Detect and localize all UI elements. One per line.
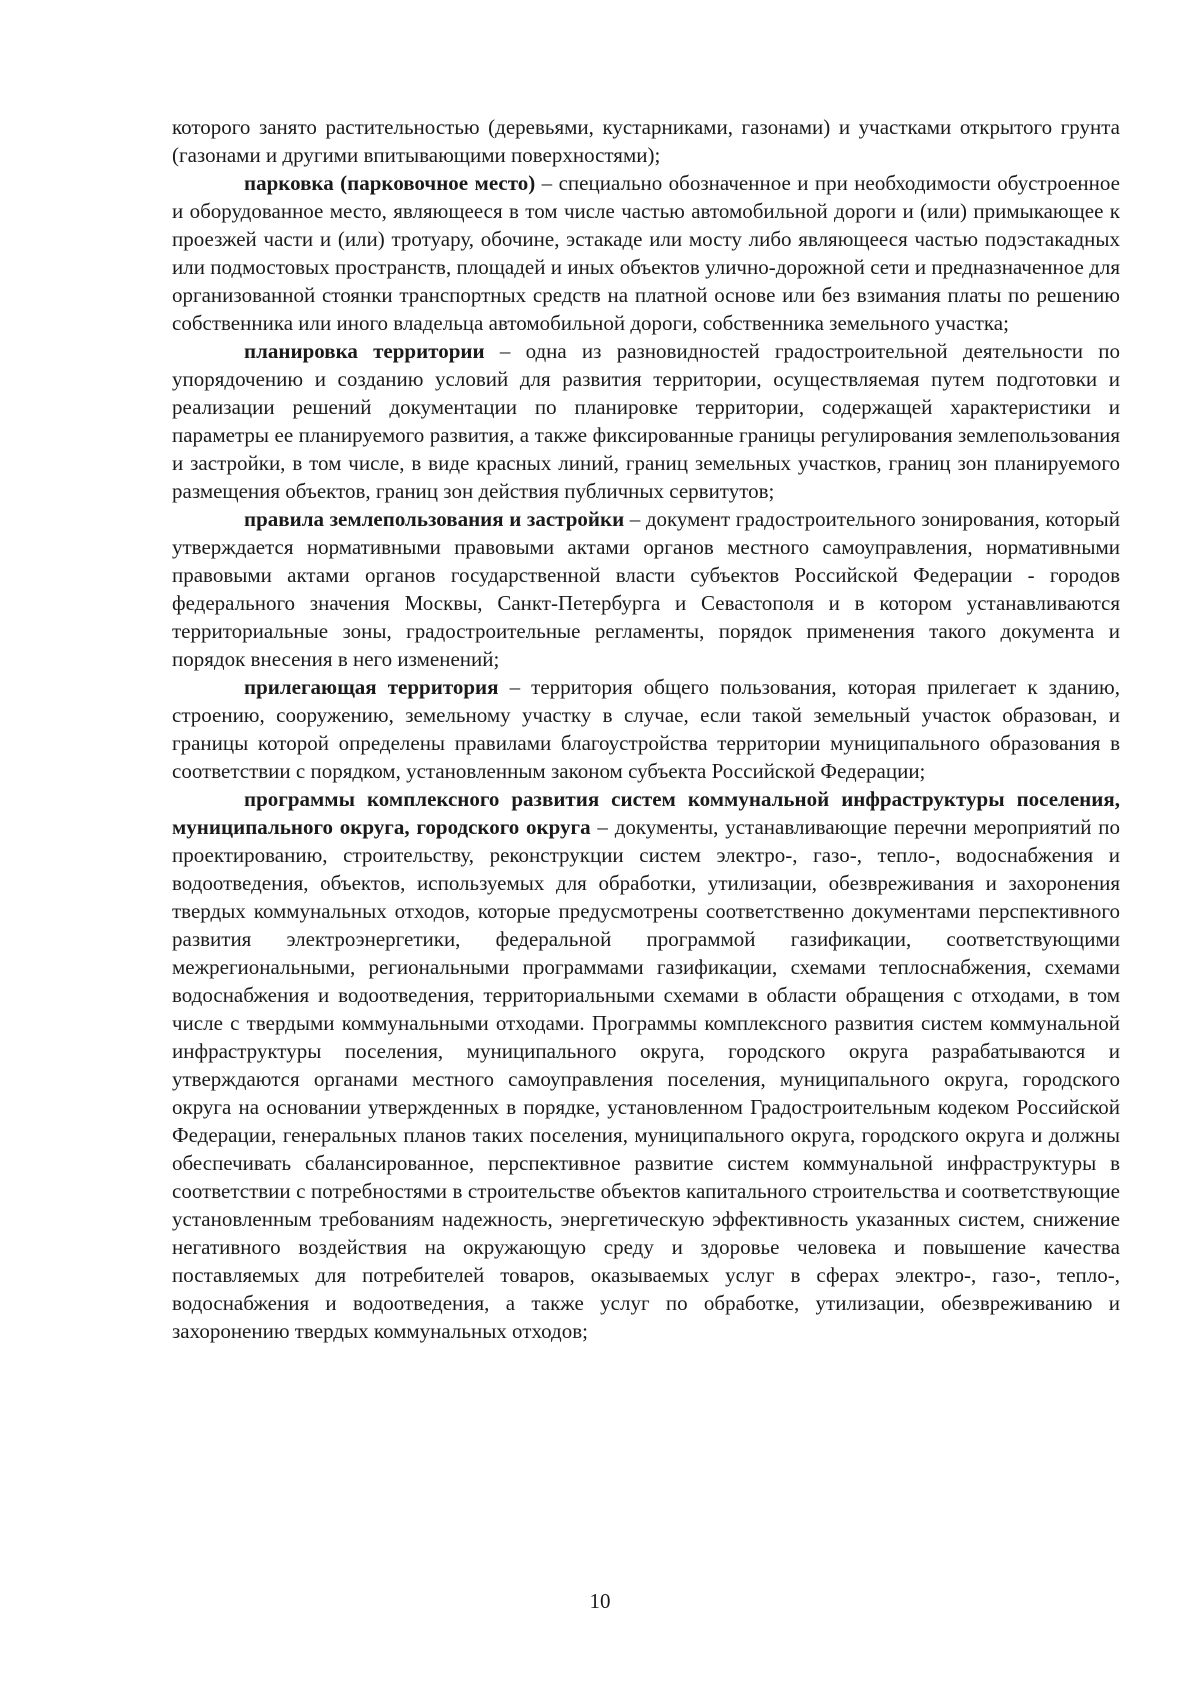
definition-land-use-rules — [172, 505, 1120, 673]
definition-territory-planning — [172, 337, 1120, 505]
term-land-use-rules: правила землепользования и застройки — [244, 507, 625, 531]
definition-land-use-rules-text: – документ градостроительного зонирования, который утверждается нормативными правовыми актами органов местного самоуправления, нормативными правовыми актами органов государственной власти субъектов Российской Федерации - городов федерального значения Москвы, Санкт-Петербурга и Севастополя и в котором устанавливаются территориальные зоны, градостроительные регламенты, порядок применения такого документа и порядок внесения в него изменений; — [172, 507, 1120, 671]
definition-territory-planning-text: – одна из разновидностей градостроительной деятельности по упорядочению и созданию условий для развития территории, осуществляемая путем подготовки и реализации решений документации по планировке территории, содержащей характеристики и параметры ее планируемого развития, а также фиксированные границы регулирования землепользования и застройки, в том числе, в виде красных линий, границ земельных участков, границ зон планируемого размещения объектов, границ зон действия публичных сервитутов; — [172, 339, 1120, 503]
definition-utility-programs — [172, 785, 1120, 1345]
page-number: 10 — [589, 1589, 611, 1613]
paragraph-continuation: которого занято растительностью (деревьями, кустарниками, газонами) и участками открытого грунта (газонами и другими впитывающими поверхностями); — [172, 115, 1120, 167]
definition-utility-programs-text: – документы, устанавливающие перечни мероприятий по проектированию, строительству, реконструкции систем электро-, газо-, тепло-, водоснабжения и водоотведения, объектов, используемых для обработки, утилизации, обезвреживания и захоронения твердых коммунальных отходов, которые предусмотрены соответственно документами перспективного развития электроэнергетики, федеральной программой газификации, соответствующими межрегиональными, региональными программами газификации, схемами теплоснабжения, схемами водоснабжения и водоотведения, территориальными схемами в области обращения с отходами, в том числе с твердыми коммунальными отходами. Программы комплексного развития систем коммунальной инфраструктуры поселения, муниципального округа, городского округа разрабатываются и утверждаются органами местного самоуправления поселения, муниципального округа, городского округа на основании утвержденных в порядке, установленном Градостроительным кодеком Российской Федерации, генеральных планов таких поселения, муниципального округа, городского округа и должны обеспечивать сбалансированное, перспективное развитие систем коммунальной инфраструктуры в соответствии с потребностями в строительстве объектов капитального строительства и соответствующие установленным требованиям надежность, энергетическую эффективность указанных систем, снижение негативного воздействия на окружающую среду и здоровье человека и повышение качества поставляемых для потребителей товаров, оказываемых услуг в сферах электро-, газо-, тепло-, водоснабжения и водоотведения, а также услуг по обработке, утилизации, обезвреживанию и захоронению твердых коммунальных отходов; — [172, 815, 1120, 1343]
definition-adjacent-territory — [172, 673, 1120, 785]
definition-parking — [172, 169, 1120, 337]
term-parking: парковка (парковочное место) — [244, 171, 536, 195]
term-adjacent-territory: прилегающая территория — [244, 675, 499, 699]
term-utility-programs: программы комплексного развития систем коммунальной инфраструктуры поселения, муниципального округа, городского округа — [172, 787, 1120, 839]
definition-adjacent-territory-text: – территория общего пользования, которая прилегает к зданию, строению, сооружению, земельному участку в случае, если такой земельный участок образован, и границы которой определены правилами благоустройства территории муниципального образования в соответствии с порядком, установленным законом субъекта Российской Федерации; — [172, 675, 1120, 783]
definition-parking-text: – специально обозначенное и при необходимости обустроенное и оборудованное место, являющееся в том числе частью автомобильной дороги и (или) примыкающее к проезжей части и (или) тротуару, обочине, эстакаде или мосту либо являющееся частью подэстакадных или подмостовых пространств, площадей и иных объектов улично-дорожной сети и предназначенное для организованной стоянки транспортных средств на платной основе или без взимания платы по решению собственника или иного владельца автомобильной дороги, собственника земельного участка; — [172, 171, 1120, 335]
document-page — [172, 113, 1120, 1345]
term-territory-planning: планировка территории — [244, 339, 485, 363]
